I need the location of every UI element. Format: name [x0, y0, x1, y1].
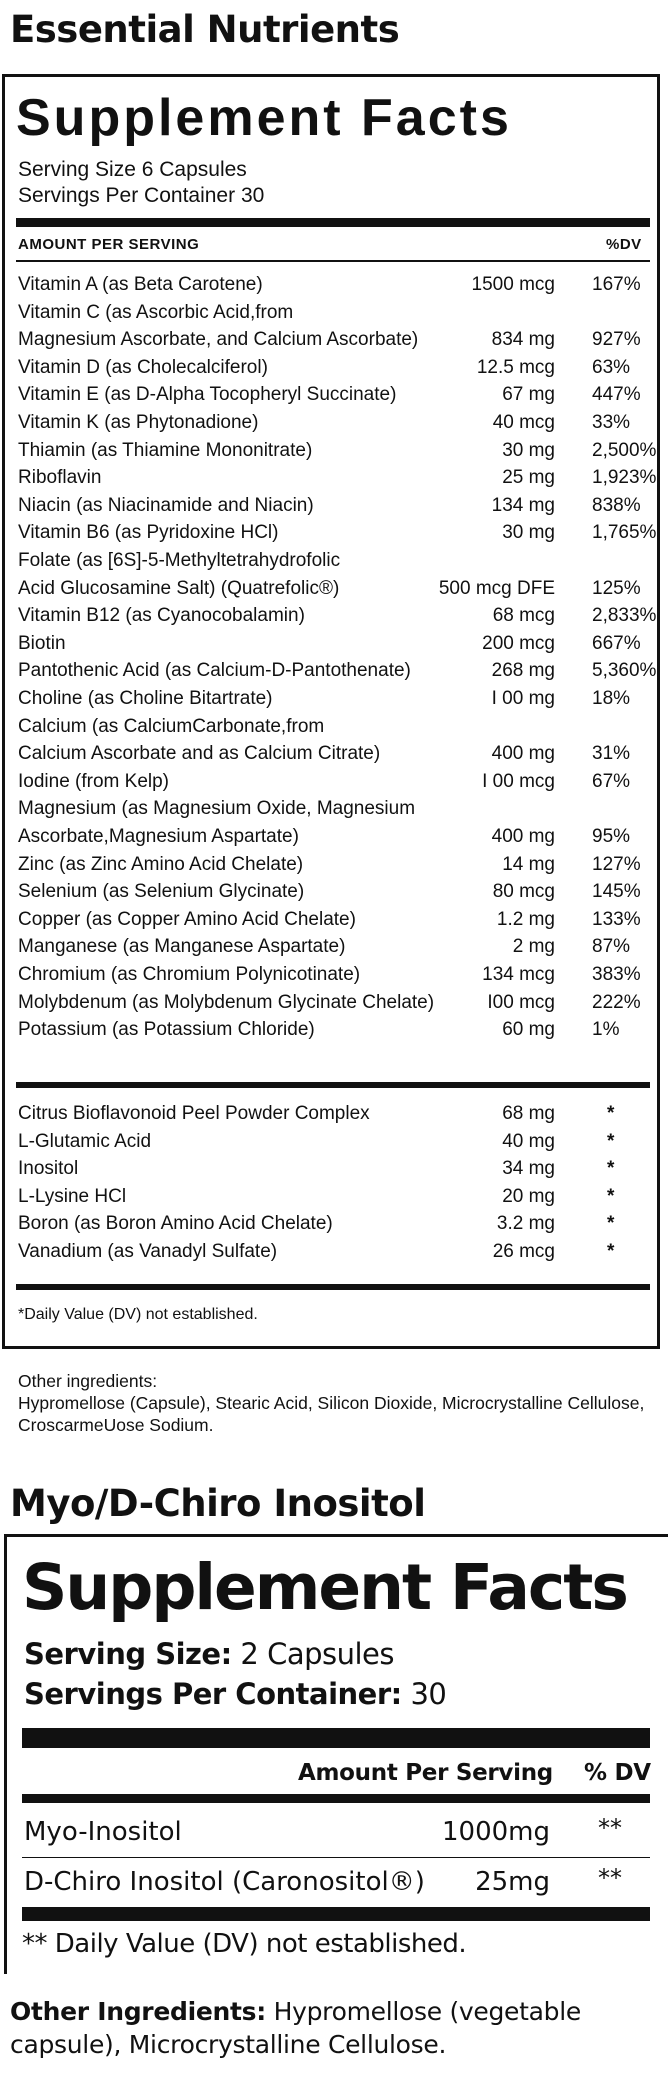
- nutrient-name: Vitamin E (as D-Alpha Tocopheryl Succinate): [18, 384, 397, 406]
- nutrient-name: Niacin (as Niacinamide and Niacin): [18, 494, 314, 516]
- table-row: [18, 464, 658, 492]
- nutrient-name: Calcium (as CalciumCarbonate,from: [18, 715, 325, 737]
- nutrient-amount: 14 mg: [502, 853, 555, 875]
- nutrient-name: Potassium (as Potassium Chloride): [18, 1019, 315, 1041]
- serving-size: [24, 1636, 394, 1672]
- nutrient-name: Vitamin C (as Ascorbic Acid,from: [18, 301, 294, 323]
- nutrient-amount: 60 mg: [502, 1019, 555, 1041]
- nutrient-name: Magnesium Ascorbate, and Calcium Ascorbate): [18, 329, 419, 351]
- nutrient-name: Acid Glucosamine Salt) (Quatrefolic®): [18, 577, 340, 599]
- nutrient-amount: 80 mcg: [492, 881, 555, 903]
- nutrient-amount: 134 mg: [491, 494, 555, 516]
- nutrient-amount: 2 mg: [512, 936, 555, 958]
- nutrient-amount: 26 mcg: [492, 1241, 555, 1262]
- nutrient-dv: 33%: [592, 412, 631, 433]
- nutrient-amount: 400 mg: [491, 826, 555, 847]
- nutrient-name: Zinc (as Zinc Amino Acid Chelate): [18, 853, 304, 875]
- nutrient-name: Choline (as Choline Bitartrate): [18, 688, 273, 709]
- nutrient-dv: 87%: [592, 936, 631, 958]
- table-row: [18, 657, 658, 685]
- nutrient-amount: 12.5 mcg: [476, 356, 555, 378]
- nutrient-amount: 34 mg: [502, 1158, 555, 1180]
- nutrient-dv: **: [598, 1864, 622, 1892]
- nutrient-amount: 3.2 mg: [496, 1213, 555, 1235]
- nutrient-dv: 222%: [592, 991, 641, 1013]
- nutrient-name: Ascorbate,Magnesium Aspartate): [18, 826, 299, 847]
- nutrient-amount: I00 mcg: [487, 991, 555, 1013]
- nutrient-dv: *: [607, 1213, 615, 1235]
- table-row: [18, 326, 658, 354]
- table-row: [18, 602, 658, 630]
- nutrient-name: L-Lysine HCl: [18, 1185, 127, 1207]
- nutrient-dv: *: [607, 1130, 615, 1152]
- nutrient-name: Calcium Ascorbate and as Calcium Citrate): [18, 743, 381, 765]
- table-row: [18, 381, 658, 409]
- table-row: [18, 1128, 658, 1156]
- table-row: [18, 933, 658, 961]
- other-ingredients-label: Other Ingredients:: [10, 1997, 266, 2026]
- nutrient-amount: 400 mg: [491, 743, 555, 765]
- nutrient-name: L-Glutamic Acid: [18, 1130, 152, 1152]
- thick-divider: [16, 218, 650, 227]
- other-ingredients-2: [10, 1995, 660, 2061]
- dv-footnote: ** Daily Value (DV) not established.: [22, 1929, 467, 1959]
- serving-size-value: 2 Capsules: [240, 1637, 394, 1671]
- table-row: [18, 906, 658, 934]
- table-row: [18, 299, 658, 327]
- table-row: [18, 437, 658, 465]
- nutrient-dv: *: [607, 1158, 615, 1180]
- table-row: [18, 630, 658, 658]
- table-row: [18, 989, 658, 1017]
- nutrient-name: Vanadium (as Vanadyl Sulfate): [18, 1241, 278, 1262]
- nutrient-name: Pantothenic Acid (as Calcium-D-Pantothenate): [18, 660, 411, 682]
- serving-size: Serving Size 6 Capsules: [18, 158, 247, 181]
- table-row: [18, 409, 658, 437]
- nutrient-name: Inositol: [18, 1158, 79, 1180]
- nutrient-amount: 25 mg: [502, 467, 555, 489]
- nutrient-amount: 1000mg: [442, 1817, 550, 1847]
- nutrient-dv: 31%: [592, 743, 631, 765]
- table-row: [18, 271, 658, 299]
- nutrient-amount: 25mg: [475, 1867, 550, 1897]
- nutrient-dv: 125%: [592, 577, 641, 599]
- supplement-facts-heading: Supplement Facts: [16, 89, 512, 147]
- nutrient-amount: 200 mcg: [482, 632, 555, 654]
- table-row: [18, 1016, 658, 1044]
- table-row: [18, 1238, 658, 1266]
- nutrient-dv: 133%: [592, 908, 641, 930]
- table-row: [24, 1862, 664, 1902]
- table-row: [18, 823, 658, 851]
- nutrient-name: Myo-Inositol: [24, 1817, 182, 1847]
- nutrient-name: Thiamin (as Thiamine Mononitrate): [18, 439, 313, 461]
- nutrient-amount: 68 mg: [502, 1103, 555, 1124]
- table-row: [18, 519, 658, 547]
- dv-header: % DV: [584, 1760, 651, 1786]
- table-row: [18, 1183, 658, 1211]
- nutrient-dv: 927%: [592, 329, 641, 351]
- nutrient-amount: 1.2 mg: [496, 908, 555, 930]
- thick-divider: [16, 1082, 650, 1088]
- other-ingredients-text: Hypromellose (Capsule), Stearic Acid, Silicon Dioxide, Microcrystalline Cellulose, CroscarmeUose Sodium.: [18, 1393, 645, 1435]
- nutrient-amount: 40 mg: [502, 1130, 555, 1152]
- nutrient-dv: 447%: [592, 384, 641, 406]
- amount-per-serving-header: AMOUNT PER SERVING: [18, 236, 200, 253]
- nutrient-amount: I 00 mg: [491, 688, 555, 709]
- nutrient-name: Vitamin K (as Phytonadione): [18, 412, 259, 433]
- nutrient-dv: 127%: [592, 853, 641, 875]
- nutrient-dv: 167%: [592, 274, 641, 295]
- serving-size-label: Serving Size:: [24, 1637, 232, 1671]
- servings-per-container: [24, 1676, 446, 1712]
- other-ingredients-text: Hypromellose (vegetable capsule), Microcrystalline Cellulose.: [10, 1997, 581, 2059]
- header-divider: [22, 1794, 650, 1803]
- table-row: [18, 575, 658, 603]
- nutrient-dv: **: [598, 1814, 622, 1842]
- nutrient-amount: 20 mg: [502, 1185, 555, 1207]
- table-row: [18, 795, 658, 823]
- header-divider: [16, 260, 650, 262]
- nutrient-dv: *: [607, 1103, 615, 1124]
- nutrient-amount: 30 mg: [502, 439, 555, 461]
- nutrient-dv: 145%: [592, 881, 641, 903]
- nutrient-amount: 1500 mcg: [471, 274, 555, 295]
- nutrient-amount: 68 mcg: [492, 605, 555, 627]
- nutrient-name: Chromium (as Chromium Polynicotinate): [18, 964, 361, 985]
- nutrient-name: Folate (as [6S]-5-Methyltetrahydrofolic: [18, 550, 341, 571]
- nutrient-name: Iodine (from Kelp): [18, 770, 170, 792]
- nutrient-name: Copper (as Copper Amino Acid Chelate): [18, 908, 356, 930]
- nutrient-name: Biotin: [18, 632, 66, 654]
- table-row: [18, 713, 658, 741]
- nutrient-name: Riboflavin: [18, 467, 102, 489]
- servings-value: 30: [410, 1677, 447, 1711]
- section-title-myo-d-chiro-inositol: Myo/D-Chiro Inositol: [10, 1482, 426, 1525]
- dv-footnote: *Daily Value (DV) not established.: [18, 1306, 258, 1323]
- table-row: [18, 1155, 658, 1183]
- nutrient-dv: *: [607, 1241, 615, 1262]
- table-row: [18, 685, 658, 713]
- table-row: [18, 1210, 658, 1238]
- table-row: [18, 354, 658, 382]
- nutrient-dv: 838%: [592, 494, 641, 516]
- nutrient-name: Selenium (as Selenium Glycinate): [18, 881, 305, 903]
- thick-divider: [22, 1728, 650, 1748]
- nutrient-name: Manganese (as Manganese Aspartate): [18, 936, 346, 958]
- nutrient-dv: 667%: [592, 632, 641, 654]
- nutrient-dv: 18%: [592, 688, 631, 709]
- nutrient-amount: 834 mg: [491, 329, 555, 351]
- thick-divider: [16, 1284, 650, 1290]
- nutrient-name: D-Chiro Inositol (Caronositol®): [24, 1867, 425, 1897]
- other-ingredients-1: [18, 1370, 658, 1436]
- table-row: [18, 547, 658, 575]
- nutrient-amount: 134 mcg: [482, 964, 555, 985]
- nutrient-name: Magnesium (as Magnesium Oxide, Magnesium: [18, 798, 416, 820]
- table-row: [18, 851, 658, 879]
- nutrient-dv: 95%: [592, 826, 631, 847]
- nutrient-name: Vitamin D (as Cholecalciferol): [18, 356, 268, 378]
- nutrient-dv: 5,360%: [592, 660, 657, 682]
- serving-info: [18, 157, 264, 209]
- table-row: [18, 878, 658, 906]
- nutrient-name: Boron (as Boron Amino Acid Chelate): [18, 1213, 333, 1235]
- nutrient-name: Citrus Bioflavonoid Peel Powder Complex: [18, 1103, 370, 1124]
- nutrient-dv: 67%: [592, 770, 631, 792]
- nutrient-dv: 63%: [592, 356, 631, 378]
- nutrient-dv: 2,500%: [592, 439, 657, 461]
- nutrient-dv: *: [607, 1185, 615, 1207]
- nutrient-dv: 1,923%: [592, 467, 657, 489]
- table-row: [18, 492, 658, 520]
- table-row: [24, 1812, 664, 1852]
- nutrient-name: Vitamin A (as Beta Carotene): [18, 274, 263, 295]
- nutrient-name: Vitamin B6 (as Pyridoxine HCl): [18, 522, 279, 544]
- servings-per-container: Servings Per Container 30: [18, 184, 265, 207]
- table-row: [18, 768, 658, 796]
- supplement-facts-heading: Supplement Facts: [22, 1551, 627, 1624]
- section-title-essential-nutrients: Essential Nutrients: [10, 8, 400, 51]
- nutrient-amount: 500 mcg DFE: [438, 577, 555, 599]
- servings-label: Servings Per Container:: [24, 1677, 402, 1711]
- nutrient-name: Molybdenum (as Molybdenum Glycinate Chelate): [18, 991, 435, 1013]
- nutrient-dv: 2,833%: [592, 605, 657, 627]
- nutrient-name: Vitamin B12 (as Cyanocobalamin): [18, 605, 305, 627]
- dv-header: %DV: [606, 236, 642, 253]
- nutrient-dv: 383%: [592, 964, 641, 985]
- row-divider: [22, 1857, 650, 1858]
- nutrient-amount: 40 mcg: [492, 412, 555, 433]
- other-ingredients-label: Other ingredients:: [18, 1371, 158, 1391]
- table-row: [18, 961, 658, 989]
- table-row: [18, 740, 658, 768]
- nutrient-amount: 30 mg: [502, 522, 555, 544]
- nutrient-amount: I 00 mcg: [482, 770, 555, 792]
- amount-per-serving-header: Amount Per Serving: [298, 1760, 553, 1786]
- thick-divider: [22, 1907, 650, 1921]
- nutrient-dv: 1%: [592, 1019, 620, 1041]
- nutrient-amount: 67 mg: [502, 384, 555, 406]
- nutrient-amount: 268 mg: [491, 660, 555, 682]
- nutrient-dv: 1,765%: [592, 522, 657, 544]
- table-row: [18, 1100, 658, 1128]
